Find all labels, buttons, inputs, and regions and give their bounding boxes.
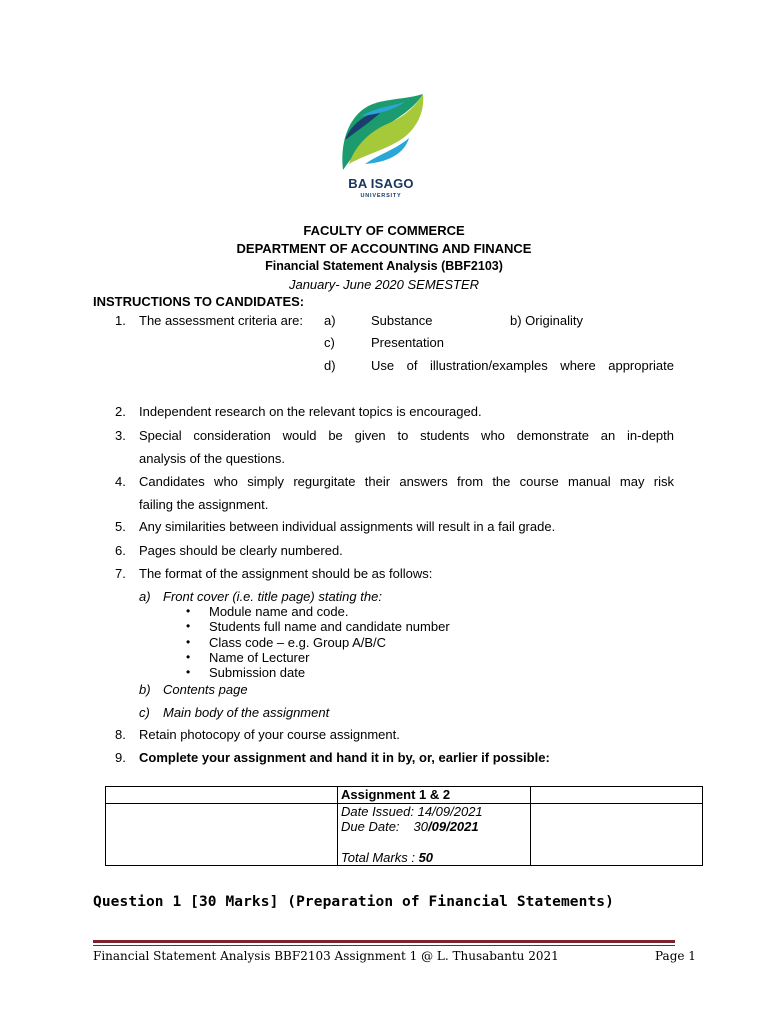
course-title: Financial Statement Analysis (BBF2103) bbox=[265, 259, 503, 273]
department-title: DEPARTMENT OF ACCOUNTING AND FINANCE bbox=[236, 241, 532, 256]
due-day: 30 bbox=[413, 819, 429, 834]
total-marks bbox=[341, 850, 527, 866]
bullet-dot: • bbox=[186, 619, 191, 633]
item-number: 4. bbox=[115, 474, 126, 489]
criteria-letter: c) bbox=[324, 335, 335, 350]
criteria-text: Use of illustration/examples where appropriate bbox=[371, 358, 674, 373]
bullet-text: Name of Lecturer bbox=[209, 650, 310, 665]
table-cell bbox=[106, 787, 338, 804]
item-number: 2. bbox=[115, 404, 126, 419]
bullet-text: Module name and code. bbox=[209, 604, 349, 619]
bullet-dot: • bbox=[186, 604, 191, 618]
assignment-table bbox=[105, 786, 703, 866]
item-text: The assessment criteria are: bbox=[139, 313, 304, 328]
due-rest: /09/2021 bbox=[428, 819, 479, 834]
table-cell bbox=[531, 803, 703, 866]
footer-rule bbox=[93, 945, 675, 946]
format-text: Front cover (i.e. title page) stating the: bbox=[163, 589, 382, 604]
logo-subtitle: UNIVERSITY bbox=[360, 193, 402, 199]
item-number: 1. bbox=[115, 313, 126, 328]
footer-text: Financial Statement Analysis BBF2103 Assignment 1 @ L. Thusabantu 2021 bbox=[93, 949, 559, 963]
table-cell bbox=[531, 787, 703, 804]
item-text: Pages should be clearly numbered. bbox=[139, 543, 343, 558]
marks-value: 50 bbox=[418, 849, 434, 865]
table-cell: Assignment 1 & 2 bbox=[338, 787, 531, 804]
item-number: 5. bbox=[115, 519, 126, 534]
table-cell bbox=[338, 803, 531, 866]
item-number: 8. bbox=[115, 727, 126, 742]
semester-label: January- June 2020 SEMESTER bbox=[288, 277, 480, 292]
item-text: Complete your assignment and hand it in by, or, earlier if possible: bbox=[139, 750, 550, 765]
due-date bbox=[341, 819, 527, 835]
bullet-dot: • bbox=[186, 650, 191, 664]
table-row bbox=[106, 803, 703, 866]
format-text: Contents page bbox=[163, 682, 248, 697]
item-text: analysis of the questions. bbox=[139, 451, 285, 466]
item-number: 7. bbox=[115, 566, 126, 581]
format-letter: c) bbox=[139, 705, 150, 720]
page-number: Page 1 bbox=[655, 949, 696, 963]
bullet-text: Class code – e.g. Group A/B/C bbox=[209, 635, 387, 650]
item-number: 3. bbox=[115, 428, 126, 443]
item-text: Any similarities between individual assignments will result in a fail grade. bbox=[139, 519, 556, 534]
bullet-dot: • bbox=[186, 635, 191, 649]
item-text: Retain photocopy of your course assignment. bbox=[139, 727, 400, 742]
bullet-text: Submission date bbox=[209, 665, 306, 680]
item-text: Independent research on the relevant topics is encouraged. bbox=[139, 404, 482, 419]
table-row bbox=[106, 787, 703, 804]
question-heading: Question 1 [30 Marks] (Preparation of Financial Statements) bbox=[93, 894, 614, 910]
table-cell bbox=[106, 803, 338, 866]
format-letter: b) bbox=[139, 682, 151, 697]
date-issued: Date Issued: 14/09/2021 bbox=[341, 803, 483, 819]
bullet-dot: • bbox=[186, 665, 191, 679]
item-text: Special consideration would be given to students who demonstrate an in-depth bbox=[139, 428, 674, 443]
criteria-text: b) Originality bbox=[510, 313, 583, 328]
format-letter: a) bbox=[139, 589, 151, 604]
item-number: 6. bbox=[115, 543, 126, 558]
item-text: Candidates who simply regurgitate their answers from the course manual may risk bbox=[139, 474, 674, 489]
due-label: Due Date: bbox=[341, 819, 400, 834]
marks-label: Total Marks : bbox=[341, 849, 415, 865]
footer-rule bbox=[93, 940, 675, 943]
criteria-letter: a) bbox=[324, 313, 336, 328]
format-text: Main body of the assignment bbox=[163, 705, 330, 720]
criteria-text: Substance bbox=[371, 313, 433, 328]
item-number: 9. bbox=[115, 750, 126, 765]
instructions-heading: INSTRUCTIONS TO CANDIDATES: bbox=[93, 294, 305, 309]
logo-wordmark: BA ISAGO bbox=[348, 176, 414, 191]
faculty-title: FACULTY OF COMMERCE bbox=[303, 223, 465, 238]
criteria-letter: d) bbox=[324, 358, 336, 373]
item-text: failing the assignment. bbox=[139, 497, 269, 512]
bullet-text: Students full name and candidate number bbox=[209, 619, 450, 634]
criteria-text: Presentation bbox=[371, 335, 444, 350]
item-text: The format of the assignment should be as follows: bbox=[139, 566, 433, 581]
